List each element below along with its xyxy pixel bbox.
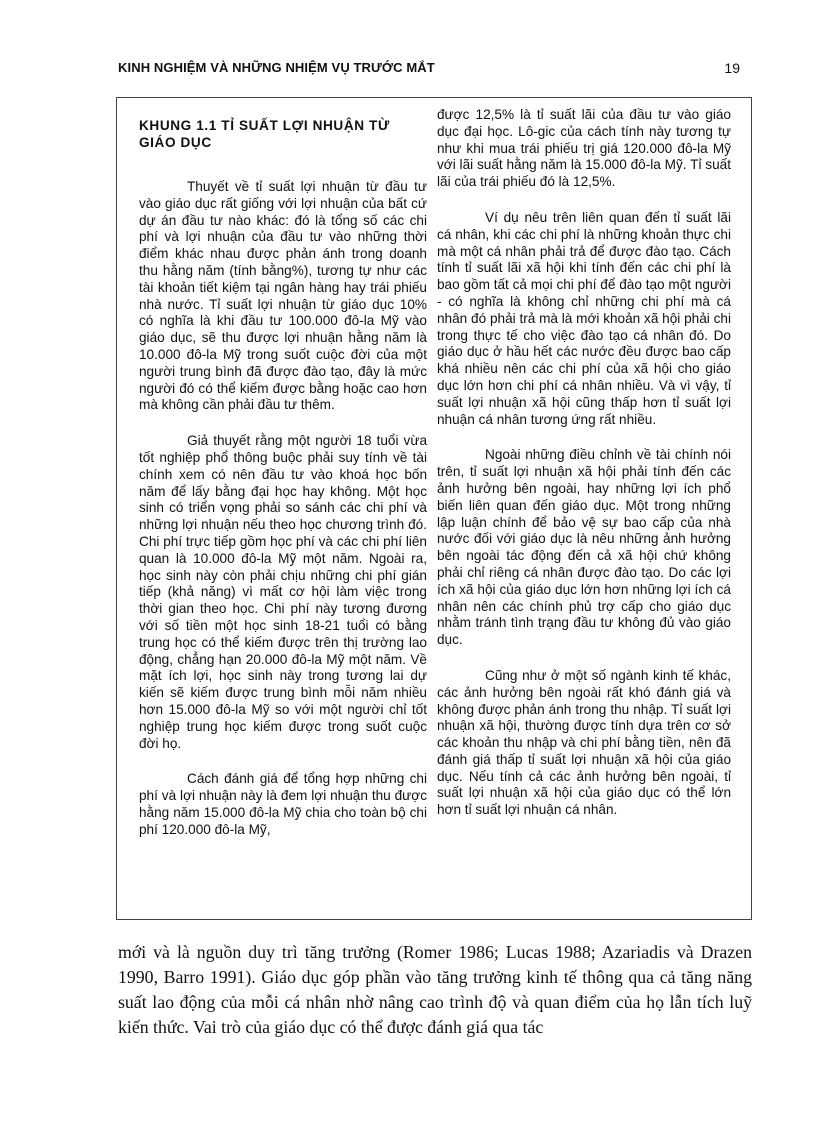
sidebar-box: [116, 97, 752, 920]
box-paragraph: Giả thuyết rằng một người 18 tuổi vừa tốt nghiệp phổ thông buộc phải suy tính về tài chính xem có nên đầu tư vào khoá học bốn năm để lấy bằng đại học hay không. Một học sinh có triển vọng phải so sánh các chi phí và những lợi nhuận nếu theo học chương trình đó. Chi phí trực tiếp gồm học phí và các chi phí liên quan là 10.000 đô-la Mỹ một năm. Ngoài ra, học sinh này còn phải chịu những chi phí gián tiếp (khả năng) vì mất cơ hội làm việc trong thời gian theo học. Chi phí này tương đương với số tiền một học sinh 18-21 tuổi có bằng trung học có thể kiếm được trên thị trường lao động, chẳng hạn 20.000 đô-la Mỹ một năm. Về mặt ích lợi, học sinh này trong tương lai dự kiến sẽ kiếm được trung bình mỗi năm nhiều hơn 15.000 đô-la Mỹ so với một người chỉ tốt nghiệp trung học kiếm được trong suốt cuộc đời họ.: [139, 433, 427, 751]
box-right-column: [437, 107, 731, 838]
box-paragraph: Thuyết về tỉ suất lợi nhuận từ đầu tư vào giáo dục rất giống với lợi nhuận của bất cứ dự án đầu tư nào khác: đó là tổng số các chi phí và lợi nhuận của đầu tư vào những thời điểm khác nhau được phản ánh trong doanh thu hằng năm (tính bằng%), tương tự như các tài khoản tiết kiệm tại ngân hàng hay trái phiếu nhà nước. Tỉ suất lợi nhuận từ giáo dục 10% có nghĩa là khi đầu tư 100.000 đô-la Mỹ vào giáo dục, sẽ thu được lợi nhuận hằng năm là 10.000 đô-la Mỹ trong suốt cuộc đời của một người trung bình đã được đào tạo, đây là mức người đó có thể kiếm được bằng hoặc cao hơn mà không cần phải đầu tư thêm.: [139, 179, 427, 413]
running-title: KINH NGHIỆM VÀ NHỮNG NHIỆM VỤ TRƯỚC MẮT: [118, 60, 435, 75]
main-body-paragraph: mới và là nguồn duy trì tăng trưởng (Romer 1986; Lucas 1988; Azariadis và Drazen 1990, Barro 1991). Giáo dục góp phần vào tăng trưởng kinh tế thông qua cả tăng năng suất lao động của mỗi cá nhân nhờ nâng cao trình độ và quan điểm của họ lẫn tích luỹ kiến thức. Vai trò của giáo dục có thể được đánh giá qua tác: [118, 942, 752, 1037]
box-paragraph: Cũng như ở một số ngành kinh tế khác, các ảnh hưởng bên ngoài rất khó đánh giá và không được phản ánh trong thu nhập. Tỉ suất lợi nhuận xã hội, thường được tính dựa trên cơ sở các khoản thu nhập và chi phí bằng tiền, nên đã đánh giá thấp tỉ suất lợi nhuận xã hội của giáo dục. Nếu tính cả các ảnh hưởng bên ngoài, tỉ suất lợi nhuận xã hội của giáo dục có thể lớn hơn tỉ suất lợi nhuận cá nhân.: [437, 667, 731, 818]
box-paragraph: Cách đánh giá để tổng hợp những chi phí và lợi nhuận này là đem lợi nhuận thu được hằng năm 15.000 đô-la Mỹ chia cho toàn bộ chi phí 120.000 đô-la Mỹ,: [139, 771, 427, 837]
page-header: [118, 60, 740, 82]
box-left-column: [139, 118, 427, 857]
box-paragraph: Ngoài những điều chỉnh về tài chính nói trên, tỉ suất lợi nhuận xã hội phải tính đến các ảnh hưởng bên ngoài, hay những lợi ích phổ biến liên quan đến giáo dục. Một trong những lập luận chính để bảo vệ sự bao cấp của nhà nước đối với giáo dục là nêu những ảnh hưởng bên ngoài tác động đến cả xã hội chứ không phải chỉ riêng cá nhân được đào tạo. Do các lợi ích xã hội của giáo dục lớn hơn những lợi ích cá nhân nên các chính phủ trợ cấp cho giáo dục nhằm tránh tình trạng đầu tư không đủ vào giáo dục.: [437, 447, 731, 648]
box-title: KHUNG 1.1 TỈ SUẤT LỢI NHUẬN TỪ GIÁO DỤC: [139, 118, 390, 150]
page-number: 19: [724, 60, 740, 76]
box-paragraph: được 12,5% là tỉ suất lãi của đầu tư vào giáo dục đại học. Lô-gic của cách tính này tương tự như khi mua trái phiếu trị giá 120.000 đô-la Mỹ với lãi suất hằng năm là 15.000 đô-la Mỹ. Tỉ suất lãi của trái phiếu đó là 12,5%.: [437, 107, 731, 190]
box-paragraph: Ví dụ nêu trên liên quan đến tỉ suất lãi cá nhân, khi các chi phí là những khoản thực chi mà một cá nhân phải trả để được đào tạo. Cách tính tỉ suất lãi xã hội khi tính đến các chi phí là bao gồm tất cả mọi chi phí để đào tạo một người - có nghĩa là không chỉ những chi phí mà cá nhân đó phải trả mà là mới khoản xã hội phải chi trong thực tế cho việc đào tạo cá nhân đó. Do giáo dục ở hầu hết các nước đều được bao cấp khá nhiều nên các chi phí của xã hội cho giáo dục lớn hơn chi phí cá nhân nhiều. Và vì vậy, tỉ suất lợi nhuận xã hội cũng thấp hơn tỉ suất lợi nhuận cá nhân tương ứng rất nhiều.: [437, 209, 731, 427]
